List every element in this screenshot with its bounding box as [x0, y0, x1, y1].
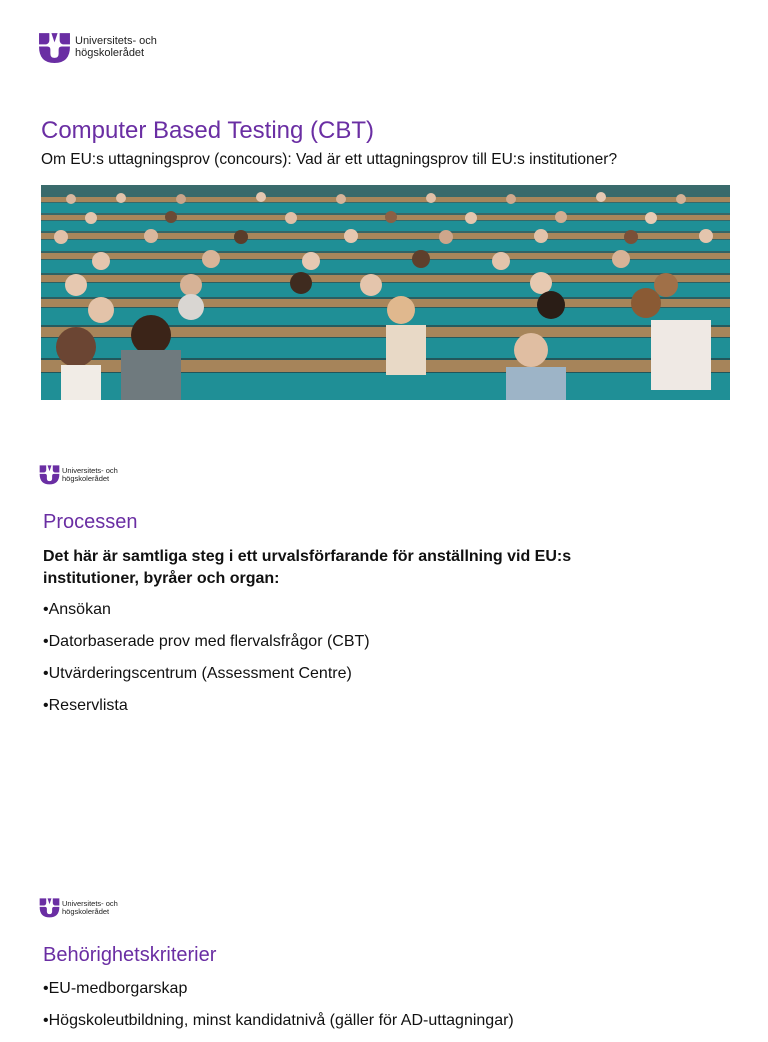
uhr-logo-small	[39, 897, 118, 918]
lecture-hall-photo	[41, 185, 730, 400]
uhr-emblem-icon	[39, 897, 60, 918]
slide-title-processen: Processen	[43, 511, 138, 533]
uhr-emblem-icon	[39, 464, 60, 485]
logo-line-1: Universitets- och	[62, 465, 118, 475]
list-item: • EU-medborgarskap	[43, 978, 514, 1010]
uhr-logo	[38, 31, 157, 64]
uhr-emblem-icon	[38, 31, 71, 64]
lecture-hall-illustration	[41, 185, 730, 400]
logo-line-2: högskolerådet	[75, 46, 145, 59]
logo-text	[75, 36, 157, 59]
logo-text	[62, 467, 118, 483]
list-item: • Ansökan	[43, 599, 370, 631]
slide-title-behorighet: Behörighetskriterier	[43, 944, 217, 966]
list-item: • Utvärderingscentrum (Assessment Centre)	[43, 663, 370, 695]
slide-subtitle: Om EU:s uttagningsprov (concours): Vad är ett uttagningsprov till EU:s institutioner?	[41, 151, 618, 168]
process-steps-list	[43, 599, 370, 727]
slide-title-cbt: Computer Based Testing (CBT)	[41, 117, 375, 144]
logo-line-1: Universitets- och	[62, 898, 118, 908]
logo-text	[62, 900, 118, 916]
eligibility-list	[43, 978, 514, 1042]
logo-line-1: Universitets- och	[75, 34, 157, 47]
logo-line-2: högskolerådet	[62, 473, 110, 483]
logo-line-2: högskolerådet	[62, 906, 110, 916]
list-item: • Högskoleutbildning, minst kandidatnivå (gäller för AD-uttagningar)	[43, 1010, 514, 1042]
slide-lead-text: Det här är samtliga steg i ett urvalsförfarande för anställning vid EU:s institutioner, byråer och organ:	[43, 548, 572, 587]
list-item: • Reservlista	[43, 695, 370, 727]
uhr-logo-small	[39, 464, 118, 485]
list-item: • Datorbaserade prov med flervalsfrågor (CBT)	[43, 631, 370, 663]
